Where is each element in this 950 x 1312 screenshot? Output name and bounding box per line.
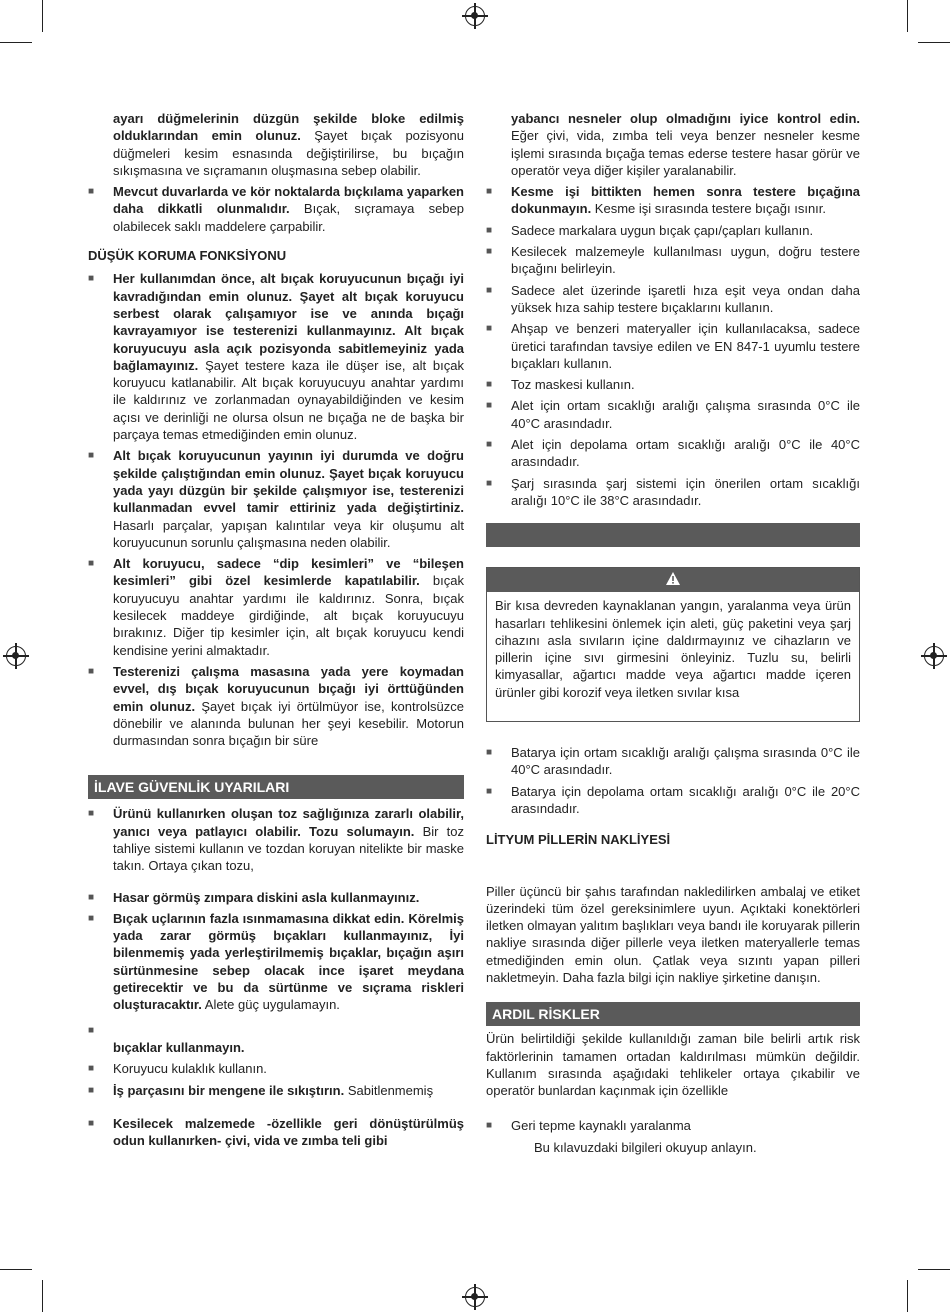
item-bold-text: Mevcut duvarlarda ve kör noktalarda bıçkılama yaparken daha dikkatli olunmalıdır.	[113, 184, 464, 217]
item-text: Sabitlenmemiş	[344, 1082, 434, 1098]
item-bold-text: Kesilecek malzemede -özellikle geri dönüştürülmüş odun kullanırken- çivi, vida ve zımba teli gibi	[113, 1115, 464, 1149]
list-item	[88, 1060, 464, 1077]
crop-mark	[0, 1269, 32, 1270]
item-text: Sadece alet üzerinde işaretli hıza eşit veya ondan daha yüksek hıza sahip testere bıçaklarını kullanın.	[511, 282, 860, 315]
section-bar-additional-warnings: İLAVE GÜVENLİK UYARILARI	[88, 775, 464, 799]
list-item	[88, 805, 464, 874]
bullet-icon: ■	[486, 379, 493, 391]
section-heading: LİTYUM PİLLERİN NAKLİYESİ	[486, 832, 671, 848]
item-text: Batarya için depolama ortam sıcaklığı aralığı 0°C ile 20°C arasındadır.	[511, 783, 860, 816]
right-column	[486, 110, 860, 1156]
bullet-icon: ■	[486, 439, 493, 451]
item-bold-text: ayarı düğmelerinin düzgün şekilde bloke edilmiş olduklarından emin olunuz.	[113, 111, 464, 144]
spacer	[486, 722, 860, 744]
crop-mark	[918, 42, 950, 43]
item-bold-text: Bıçak uçlarının fazla ısınmamasına dikkat edin. Körelmiş yada zarar görmüş bıçakları kullanmayınız, İyi bilenmemiş yada yerleştirilmemiş bıçaklar, bıçağın aşırı sürtünmesine sebep olacak ince işaret meydana getirecektir ve bu da sürtünme ve sıçrama riskleri oluşturacaktır.	[113, 910, 464, 1013]
residual-note: Bu kılavuzdaki bilgileri okuyup anlayın.	[534, 1139, 757, 1155]
bullet-icon: ■	[486, 1120, 493, 1132]
item-text: Şayet testere kaza ile düşer ise, alt bıçak koruyucu katlanabilir. Alt bıçak koruyucuyu anahtar yardımı ile kaldırınız ve zorlanmadan oynayabildiğinden ve kesim açısı ve derinliği ne olursa olsun ne bıçağa ne de başka bir parçaya temas etmediğinden emin olunuz.	[113, 357, 464, 443]
item-text: Ahşap ve benzeri materyaller için kullanılacaksa, sadece üretici tarafından tavsiye edilen ve EN 847-1 uyumlu testere bıçakları kullanın.	[511, 321, 860, 371]
section-heading: DÜŞÜK KORUMA FONKSİYONU	[88, 248, 287, 264]
section-bar-residual-risks: ARDIL RİSKLER	[486, 1002, 860, 1026]
item-text: Şarj sırasında şarj sistemi için önerilen ortam sıcaklığı aralığı 10°C ile 38°C arasındadır.	[511, 475, 860, 508]
bullet-icon: ■	[486, 477, 493, 489]
bullet-icon: ■	[88, 1063, 95, 1075]
item-text: Koruyucu kulaklık kullanın.	[113, 1061, 267, 1077]
item-text: Şayet bıçak pozisyonu düğmeleri kesim esnasında değiştirilirse, bu bıçağın sıkışmasına ve sıçramanın oluşmasına sebep olabilir.	[113, 128, 464, 178]
item-text: Sadece markalara uygun bıçak çapı/çapları kullanın.	[511, 222, 814, 238]
item-text: Bir toz tahliye sistemi kullanın ve tozdan koruyan nitelikte bir maske takın. Ortaya çıkan tozu,	[113, 823, 464, 874]
registration-mark-icon	[465, 6, 485, 26]
item-text: Eğer çivi, vida, zımba teli veya benzer nesneler kesme işlemi sırasında bıçağa temas ederse testere hasar görür ve operatör veya diğer kişiler yaralanabilir.	[511, 128, 860, 178]
item-text: Hasarlı parçalar, yapışan kalıntılar veya kir oluşumu alt koruyucunun sorunlu çalışmasına neden olabilir.	[113, 517, 464, 550]
item-text: Şayet bıçak iyi örtülmüyor ise, kontrolsüzce dönebilir ve alanında bulunan her şeyi kesebilir. Motorun durmasından sonra bıçağın bir süre	[113, 698, 464, 749]
warning-header	[487, 568, 859, 592]
list-item	[486, 183, 860, 218]
spacer	[486, 1103, 860, 1117]
bullet-icon: ■	[486, 224, 493, 236]
item-text: Bıçak, sıçramaya sebep olabilecek saklı maddelere çarpabilir.	[113, 201, 464, 234]
list-item	[88, 270, 464, 443]
list-item	[88, 110, 464, 179]
item-bold-text: İş parçasını bir mengene ile sıkıştırın.	[113, 1082, 345, 1098]
bullet-icon: ■	[486, 186, 493, 198]
bullet-icon: ■	[88, 1024, 95, 1036]
list-item	[486, 110, 860, 179]
crop-mark	[907, 1280, 908, 1312]
item-text: Alete güç uygulamayın.	[201, 997, 340, 1013]
list-item	[486, 397, 860, 432]
transport-paragraph: Piller üçüncü bir şahıs tarafından nakledilirken ambalaj ve etiket üzerindeki tüm özel gereksinimlere uyun. Açıktaki konektörleri iletken olmayan yalıtım başlıkları veya bandı ile koruyarak pillerin nakliye sırasında diğer pillerle veya iletken materyallerle temas etmediğinden emin olun. Çatlak veya sızıntı yapan pilleri nakletmeyin. Daha fazla bilgi için nakliye şirketine danışın.	[486, 883, 860, 985]
item-text: Geri tepme kaynaklı yaralanma	[511, 1118, 691, 1134]
item-text: Kesilecek malzemeyle kullanılması uygun, doğru testere bıçağını belirleyin.	[511, 244, 860, 277]
list-item	[486, 282, 860, 317]
section-bar-blank	[486, 523, 860, 547]
list-item	[88, 889, 464, 906]
item-bold-text: Her kullanımdan önce, alt bıçak koruyucunun bıçağı iyi kavradığından emin olunuz. Şayet alt bıçak koruyucu serbest olarak çalışamıyor ise ve anında bıçağı kavrayamıyor ise testerenizi kullanmayınız. Alt bıçak koruyucuyu asla açık pozisyonda sabitlemeyiniz yada bağlamayınız.	[113, 271, 464, 373]
list-item	[88, 910, 464, 1014]
item-text: Toz maskesi kullanın.	[511, 377, 635, 393]
item-bold-text: Hasar görmüş zımpara diskini asla kullanmayınız.	[113, 889, 420, 905]
registration-mark-icon	[6, 646, 26, 666]
bullet-icon: ■	[88, 912, 95, 924]
item-bold-text: Alt koruyucu, sadece “dip kesimleri” ve “bileşen kesimleri” gibi özel kesimlerde kapatılabilir.	[113, 556, 464, 589]
list-item	[88, 663, 464, 749]
spacer	[486, 855, 860, 883]
crop-mark	[42, 0, 43, 32]
item-bold-text: bıçaklar kullanmayın.	[113, 1039, 245, 1055]
list-item	[486, 243, 860, 278]
list-item	[486, 222, 860, 239]
warning-box	[486, 567, 860, 722]
bullet-icon: ■	[486, 747, 493, 759]
list-item	[88, 1022, 464, 1057]
bullet-icon: ■	[88, 186, 95, 198]
list-item	[486, 320, 860, 372]
bullet-icon: ■	[88, 450, 95, 462]
bullet-icon: ■	[486, 284, 493, 296]
spacer	[88, 1103, 464, 1115]
bullet-icon: ■	[486, 785, 493, 797]
list-item	[88, 555, 464, 659]
registration-mark-icon	[465, 1287, 485, 1307]
list-item	[486, 1117, 860, 1134]
bullet-icon: ■	[486, 400, 493, 412]
list-item	[486, 475, 860, 510]
bullet-icon: ■	[88, 273, 95, 285]
list-item	[486, 376, 860, 393]
item-bold-text: Testerenizi çalışma masasına yada yere koymadan evvel, dış bıçak koruyucunun bıçağı iyi örttüğünden emin olunuz.	[113, 663, 464, 714]
bullet-icon: ■	[88, 891, 95, 903]
item-text: Alet için depolama ortam sıcaklığı aralığı 0°C ile 40°C arasındadır.	[511, 437, 860, 470]
item-bold-text: Ürünü kullanırken oluşan toz sağlığınıza zararlı olabilir, yanıcı veya patlayıcı olabilir. Tozu solumayın.	[113, 806, 464, 839]
item-text: bıçak koruyucuyu anahtar yardımı ile kaldırınız. Sonra, bıçak kesilecek maddeye girdiğinde, alt bıçak koruyucuyu bırakınız. Diğer tip kesimler için, alt bıçak koruyucu kendi kendisine yerini almaktadır.	[113, 573, 464, 658]
bullet-icon: ■	[486, 323, 493, 335]
bullet-icon: ■	[486, 246, 493, 258]
item-bold-text: Kesme işi bittikten hemen sonra testere bıçağına dokunmayın.	[511, 184, 860, 217]
residual-paragraph: Ürün belirtildiği şekilde kullanıldığı zaman bile belirli artık risk faktörlerinin tamamen ortadan kaldırılması mümkün değildir. Kullanım sırasında aşağıdaki tehlikeler ortaya çıkabilir ve operatör bunlardan kaçınmak için özellikle	[486, 1031, 860, 1099]
bullet-icon: ■	[88, 1084, 95, 1096]
list-item	[486, 783, 860, 818]
spacer	[88, 879, 464, 889]
bullet-icon: ■	[88, 558, 95, 570]
item-bold-text: Alt bıçak koruyucunun yayının iyi durumda ve doğru şekilde çalıştığından emin olunuz. Şayet bıçak koruyucu yada yayı düzgün bir şekilde çalışmıyor ise, testerenizi kullanmadan evvel tamir ettiriniz yada değiştirtiniz.	[113, 448, 464, 516]
crop-mark	[918, 1269, 950, 1270]
list-item	[88, 1115, 464, 1150]
crop-mark	[0, 42, 32, 43]
item-text: Batarya için ortam sıcaklığı aralığı çalışma sırasında 0°C ile 40°C arasındadır.	[511, 745, 860, 778]
warning-text: Bir kısa devreden kaynaklanan yangın, yaralanma veya ürün hasarları tehlikesini önlemek için aleti, güç paketini veya şarj cihazını asla sıvıların içine daldırmayınız ve cihazların ve pillerin içine sıvı girmesini önleyiniz. Tuzlu su, belirli kimyasallar, ağartıcı madde veya ağartıcı madde içeren ürünler gibi korozif veya iletken sıvılar kısa	[495, 598, 851, 700]
crop-mark	[907, 0, 908, 32]
list-item	[88, 183, 464, 235]
warning-triangle-icon	[665, 571, 681, 590]
list-item	[486, 744, 860, 779]
list-item	[88, 447, 464, 551]
item-text: Kesme işi sırasında testere bıçağı ısınır.	[591, 201, 827, 217]
bullet-icon: ■	[88, 665, 95, 677]
item-text: Alet için ortam sıcaklığı aralığı çalışma sırasında 0°C ile 40°C arasındadır.	[511, 398, 860, 431]
crop-mark	[42, 1280, 43, 1312]
bullet-icon: ■	[88, 1117, 95, 1129]
item-bold-text: yabancı nesneler olup olmadığını iyice kontrol edin.	[511, 111, 860, 126]
list-item	[88, 1082, 464, 1099]
bullet-icon: ■	[88, 808, 95, 820]
left-column	[88, 110, 464, 1153]
registration-mark-icon	[924, 646, 944, 666]
list-item	[486, 436, 860, 471]
